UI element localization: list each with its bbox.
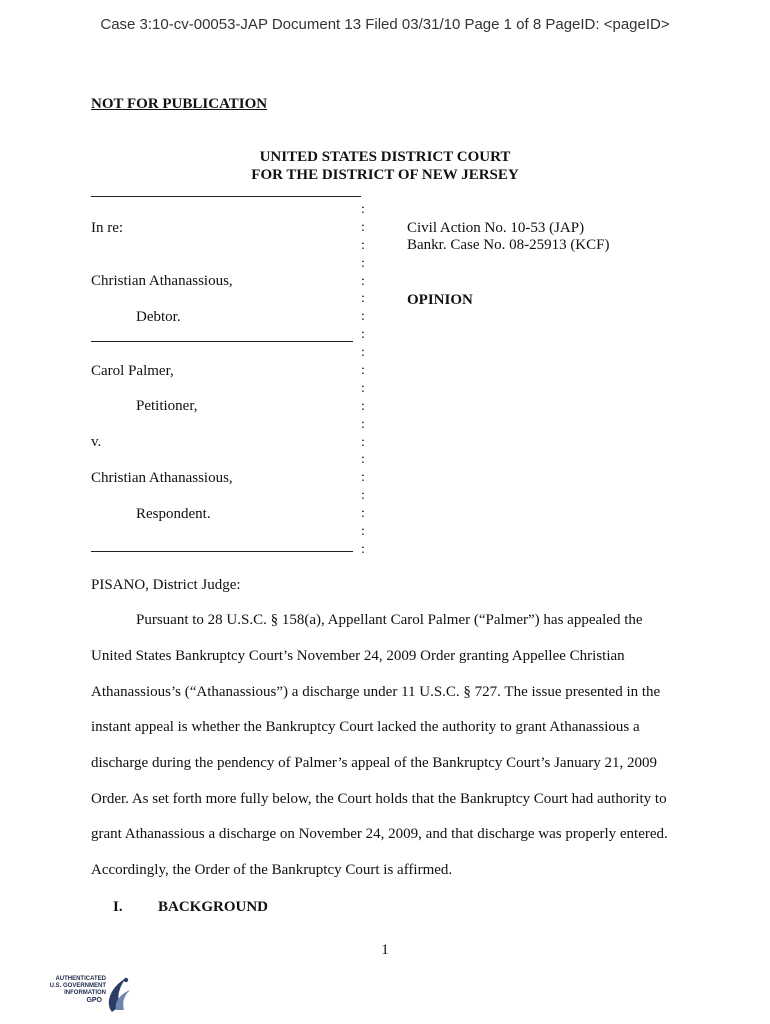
judge-line: PISANO, District Judge: xyxy=(91,577,241,593)
caption-colon: : xyxy=(361,470,365,486)
caption-top-rule xyxy=(91,196,361,197)
court-name-line2: FOR THE DISTRICT OF NEW JERSEY xyxy=(251,167,519,183)
caption-petitioner-role: Petitioner, xyxy=(136,398,198,414)
body-line: discharge during the pendency of Palmer’s appeal of the Bankruptcy Court’s January 21, 2009 xyxy=(91,755,657,771)
section-title: BACKGROUND xyxy=(158,899,269,915)
body-line: grant Athanassious a discharge on November 24, 2009, and that discharge was properly entered. xyxy=(91,826,668,842)
caption-colon: : xyxy=(361,345,365,361)
caption-petitioner-name: Carol Palmer, xyxy=(91,363,174,379)
gpo-eagle-icon xyxy=(42,972,134,1016)
section-number: I. xyxy=(113,899,123,915)
caption-colon: : xyxy=(361,219,365,235)
caption-respondent-role: Respondent. xyxy=(136,506,211,522)
body-line: instant appeal is whether the Bankruptcy Court lacked the authority to grant Athanassious a xyxy=(91,719,640,735)
caption-middle-rule xyxy=(91,341,353,342)
gpo-logo-line3: INFORMATION xyxy=(64,990,106,996)
body-line: Pursuant to 28 U.S.C. § 158(a), Appellant Carol Palmer (“Palmer”) has appealed the xyxy=(136,612,643,628)
caption-debtor-name: Christian Athanassious, xyxy=(91,273,233,289)
caption-colon: : xyxy=(361,380,365,396)
page-number: 1 xyxy=(381,942,389,958)
gpo-authentication-logo xyxy=(42,972,134,1016)
caption-versus: v. xyxy=(91,434,102,450)
caption-bottom-rule xyxy=(91,551,353,552)
case-header-stamp: Case 3:10-cv-00053-JAP Document 13 Filed 03/31/10 Page 1 of 8 PageID: <pageID> xyxy=(100,16,670,33)
caption-colon: : xyxy=(361,416,365,432)
caption-colon: : xyxy=(361,273,365,289)
caption-in-re: In re: xyxy=(91,220,124,236)
caption-colon: : xyxy=(361,202,365,217)
caption-colon: : xyxy=(361,309,365,325)
caption-colon: : xyxy=(361,452,365,468)
caption-debtor-role: Debtor. xyxy=(136,309,181,325)
body-line: Order. As set forth more fully below, the Court holds that the Bankruptcy Court had authority to xyxy=(91,791,667,807)
gpo-logo-line1: AUTHENTICATED xyxy=(55,976,106,982)
caption-colon: : xyxy=(361,327,365,343)
caption-colon: : xyxy=(361,524,365,540)
caption-respondent-name: Christian Athanassious, xyxy=(91,470,233,486)
document-type-label: OPINION xyxy=(407,292,473,308)
gpo-logo-line4: GPO xyxy=(86,997,102,1004)
civil-action-number: Civil Action No. 10-53 (JAP) xyxy=(407,220,585,236)
caption-colon: : xyxy=(361,291,365,307)
court-name-line1: UNITED STATES DISTRICT COURT xyxy=(259,149,511,165)
caption-colon-column xyxy=(361,201,371,559)
bankruptcy-case-number: Bankr. Case No. 08-25913 (KCF) xyxy=(407,237,610,253)
caption-colon: : xyxy=(361,398,365,414)
caption-colon: : xyxy=(361,488,365,504)
body-line: Athanassious’s (“Athanassious”) a discharge under 11 U.S.C. § 727. The issue presented in the xyxy=(91,684,661,700)
caption-colon: : xyxy=(361,506,365,522)
gpo-logo-line2: U.S. GOVERNMENT xyxy=(49,983,106,989)
body-line: Accordingly, the Order of the Bankruptcy Court is affirmed. xyxy=(91,862,453,878)
caption-colon: : xyxy=(361,255,365,271)
publication-notice: NOT FOR PUBLICATION xyxy=(91,96,268,112)
caption-colon: : xyxy=(361,237,365,253)
body-line: United States Bankruptcy Court’s November 24, 2009 Order granting Appellee Christian xyxy=(91,648,625,664)
caption-colon: : xyxy=(361,541,365,557)
caption-colon: : xyxy=(361,363,365,379)
caption-colon: : xyxy=(361,434,365,450)
